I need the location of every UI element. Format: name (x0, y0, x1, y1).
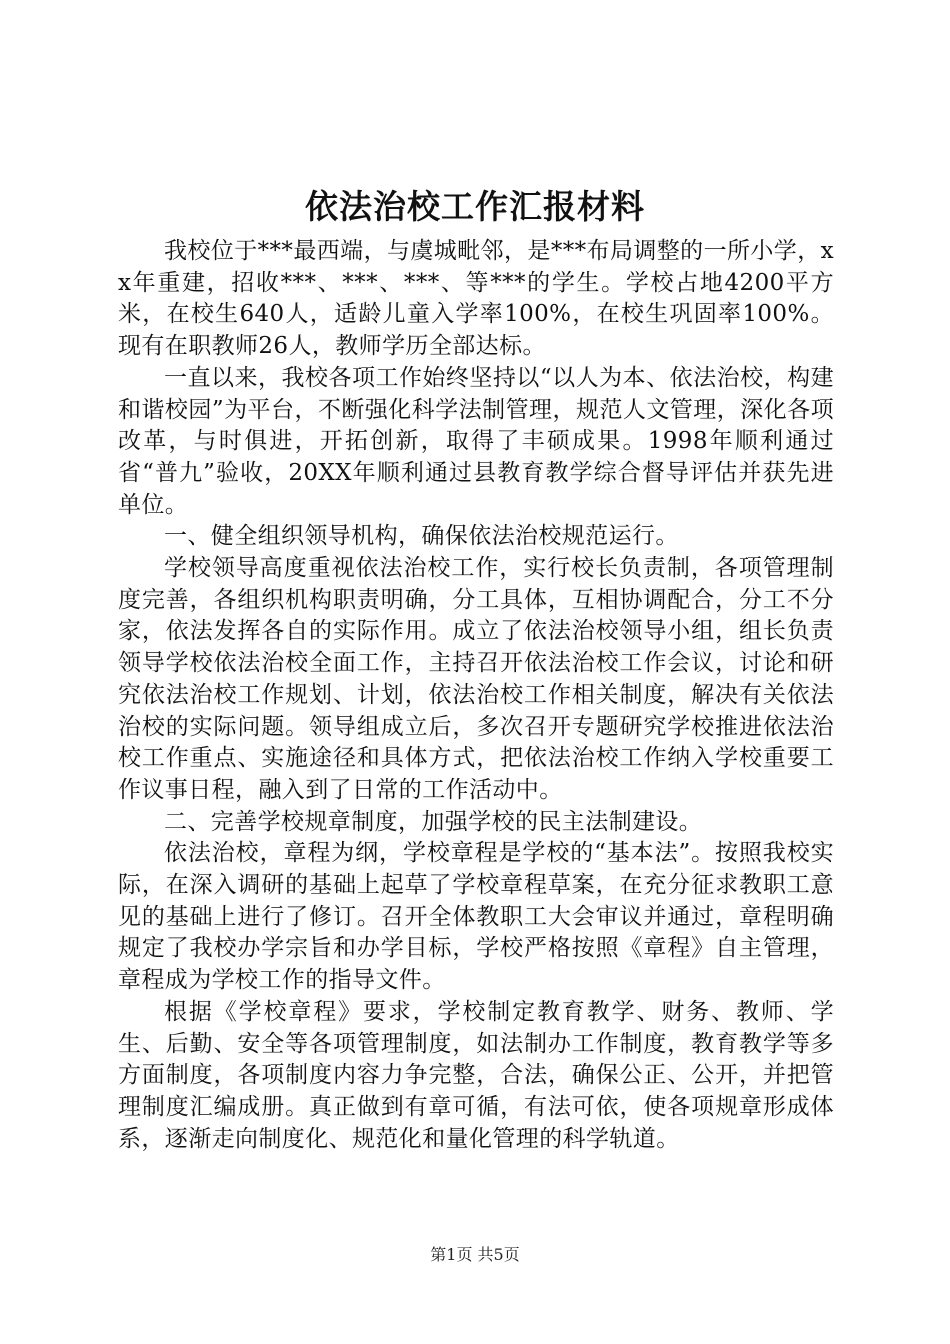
paragraph-charter: 依法治校，章程为纲，学校章程是学校的“基本法”。按照我校实际，在深入调研的基础上起草了学校章程草案，在充分征求教职工意见的基础上进行了修订。召开全体教职工大会审议并通过，章程明确规定了我校办学宗旨和办学目标，学校严格按照《章程》自主管理，章程成为学校工作的指导文件。 (118, 840, 834, 994)
section-heading-2: 二、完善学校规章制度，加强学校的民主法制建设。 (164, 808, 703, 835)
paragraph-leadership: 学校领导高度重视依法治校工作，实行校长负责制，各项管理制度完善，各组织机构职责明确，分工具体，互相协调配合，分工不分家，依法发挥各自的实际作用。成立了依法治校领导小组，组长负责领导学校依法治校全面工作，主持召开依法治校工作会议，讨论和研究依法治校工作规划、计划，依法治校工作相关制度，解决有关依法治校的实际问题。领导组成立后，多次召开专题研究学校推进依法治校工作重点、实施途径和具体方式，把依法治校工作纳入学校重要工作议事日程，融入到了日常的工作活动中。 (118, 555, 834, 803)
document-title: 依法治校工作汇报材料 (305, 187, 645, 226)
section-heading-1: 一、健全组织领导机构，确保依法治校规范运行。 (164, 523, 679, 550)
paragraph-intro: 我校位于***最西端，与虞城毗邻，是***布局调整的一所小学，xx年重建，招收***、***、***、等***的学生。学校占地4200平方米，在校生640人，适龄儿童入学率100%，在校生巩固率100%。现有在职教师26人，教师学历全部达标。 (118, 238, 834, 360)
document-body (118, 236, 834, 1155)
paragraph-regulations: 根据《学校章程》要求，学校制定教育教学、财务、教师、学生、后勤、安全等各项管理制度，如法制办工作制度，教育教学等多方面制度，各项制度内容力争完整，合法，确保公正、公开，并把管理制度汇编成册。真正做到有章可循，有法可依，使各项规章形成体系，逐渐走向制度化、规范化和量化管理的科学轨道。 (118, 998, 834, 1152)
paragraph-achievements: 一直以来，我校各项工作始终坚持以“以人为本、依法治校，构建和谐校园”为平台，不断强化科学法制管理，规范人文管理，深化各项改革，与时俱进，开拓创新，取得了丰硕成果。1998年顺利通过省“普九”验收，20XX年顺利通过县教育教学综合督导评估并获先进单位。 (118, 364, 834, 518)
page-number-footer: 第1页 共5页 (430, 1245, 520, 1264)
